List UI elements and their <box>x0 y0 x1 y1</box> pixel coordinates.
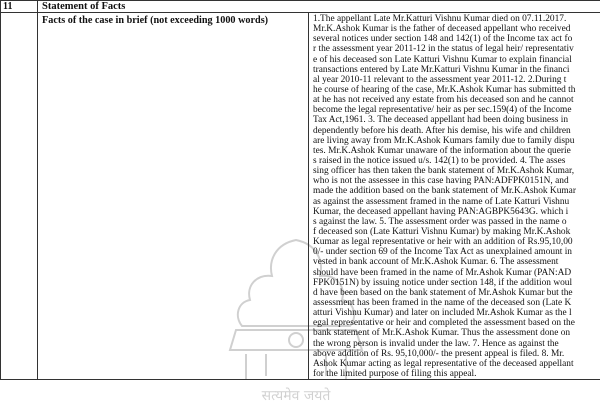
empty-number-cell <box>1 13 38 380</box>
facts-line: 1.The appellant Late Mr.Katturi Vishnu Kumar died on 07.11.2017. <box>313 14 567 24</box>
statement-heading-row <box>1 1 600 13</box>
facts-line: dependently before his death. After his demise, his wife and children <box>313 125 571 136</box>
facts-line: transactions entered by Late Mr.Katturi Vishnu Kumar in the financi <box>313 64 570 75</box>
facts-line: who is not the assessee in this case having PAN:ADFPK0151N, and <box>313 176 569 187</box>
facts-line: the wrong person is invalid under the law. 7. Hence as against the <box>313 338 559 349</box>
facts-line: above addition of Rs. 95,10,000/- the present appeal is filed. 8. Mr. <box>313 348 565 359</box>
facts-line: become the legal representative/ heir as per sec.159(4) of the Income <box>313 105 572 116</box>
facts-line: al year 2010-11 relevant to the assessment year 2011-12. 2.During t <box>313 74 567 85</box>
facts-line: for the limited purpose of filing this appeal. <box>313 368 477 379</box>
facts-line: assessment has been framed in the name of the deceased son (Late K <box>313 297 572 308</box>
facts-line: r the assessment year 2011-12 in the status of legal heir/ representativ <box>313 44 574 55</box>
facts-line: f deceased son (Late Katturi Vishnu Kumar) by making Mr.K.Ashok <box>313 226 571 237</box>
facts-line: Tax Act,1961. 3. The deceased appellant had been doing business in <box>313 115 569 126</box>
facts-line: Ashok Kumar acting as legal representative of the deceased appellant <box>313 358 574 369</box>
facts-line: d have been based on the bank statement of Mr.Ashok Kumar but the <box>313 287 573 298</box>
emblem-motto: सत्यमेव जयते <box>261 388 331 404</box>
facts-line: Kumar, the deceased appellant having PAN:AGBPK5643G. which i <box>313 206 569 217</box>
facts-text <box>309 13 600 380</box>
facts-line: Kumar as legal representative or heir with an addition of Rs.95,10,00 <box>313 237 573 248</box>
facts-line: bank statement of Mr.K.Ashok Kumar. Thus the assessment done on <box>313 328 571 339</box>
facts-line: should have been framed in the name of Mr.Ashok Kumar (PAN:AD <box>313 267 572 278</box>
facts-line: made the addition based on the bank statement of Mr.K.Ashok Kumar <box>313 186 576 197</box>
facts-line: several notices under section 148 and 142(1) of the Income tax act fo <box>313 34 573 45</box>
facts-line: sing officer has then taken the bank statement of Mr.K.Ashok Kumar, <box>313 166 575 177</box>
row-number: 11 <box>1 1 38 13</box>
facts-label: Facts of the case in brief (not exceeding 1000 words) <box>38 13 309 380</box>
facts-line: vested in bank account of Mr.K.Ashok Kumar. 6. The assessment <box>313 257 559 268</box>
facts-line: are living away from Mr.K.Ashok Kumars family due to family dispu <box>313 135 575 146</box>
facts-line: e of his deceased son Late Katturi Vishnu Kumar to explain financial <box>313 54 572 65</box>
facts-line: Mr.K.Ashok Kumar is the father of deceased appellant who received <box>313 24 571 35</box>
facts-line: s raised in the notice issued u/s. 142(1) to be provided. 4. The asses <box>313 155 566 166</box>
facts-line: atturi Vishnu Kumar) and later on included Mr.Ashok Kumar as the l <box>313 308 572 319</box>
facts-line: 0/- under section 69 of the Income Tax Act as unexplained amount in <box>313 247 572 258</box>
facts-line: tes. Mr.K.Ashok Kumar unaware of the information about the querie <box>313 145 571 156</box>
facts-line: FPK0151N) by issuing notice under section 148, if the addition woul <box>313 277 573 288</box>
facts-line: s against the law. 5. The assessment order was passed in the name o <box>313 216 567 227</box>
section-heading: Statement of Facts <box>38 1 600 13</box>
facts-line: at he has not received any estate from his deceased son and he cannot <box>313 95 574 106</box>
facts-line: he course of hearing of the case, Mr.K.Ashok Kumar has submitted th <box>313 84 576 95</box>
facts-line: as against the assessment framed in the name of Late Katturi Vishnu <box>313 196 570 207</box>
facts-row <box>1 13 600 380</box>
facts-line: egal representative or heir and completed the assessment based on the <box>313 318 575 329</box>
